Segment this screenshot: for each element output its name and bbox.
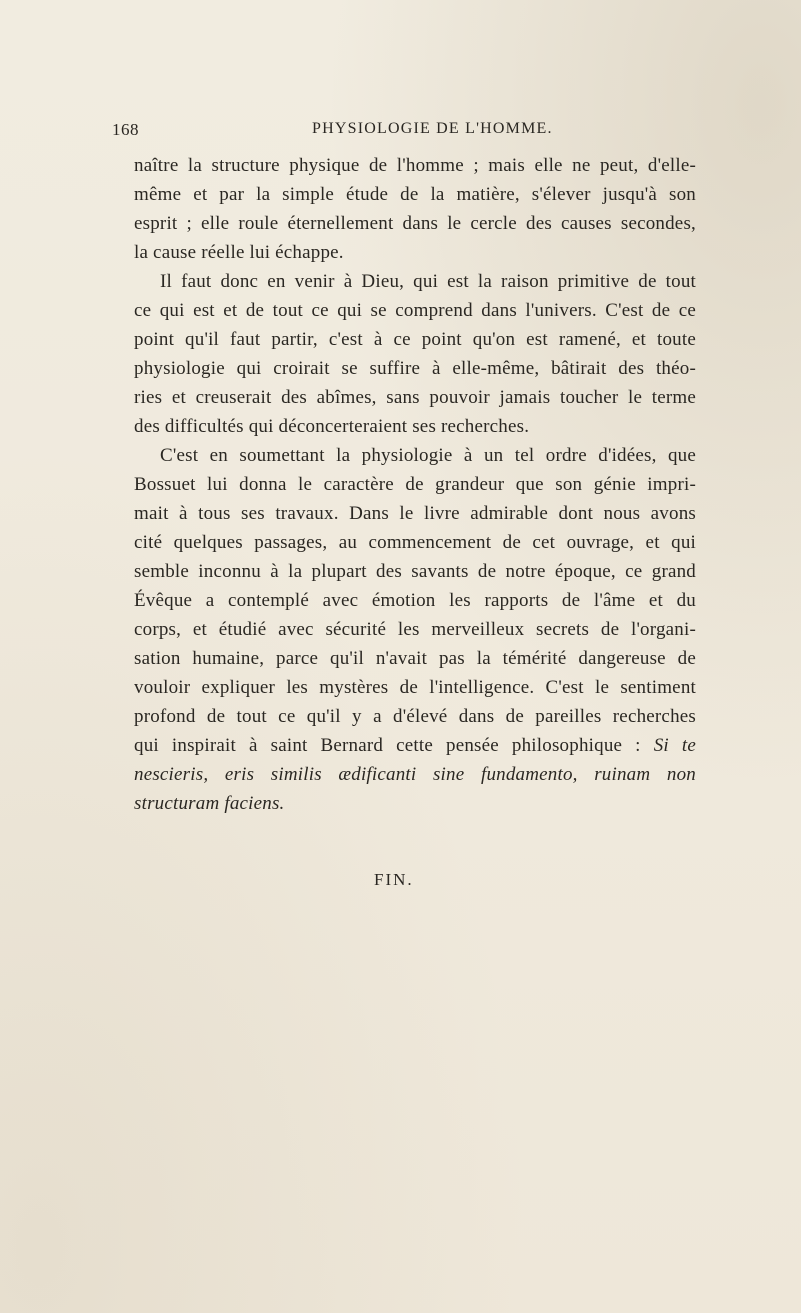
text-line — [134, 760, 696, 789]
text-line — [134, 789, 696, 818]
text-line: profond de tout ce qu'il y a d'élevé dans de pareilles recherches — [134, 706, 696, 727]
text-line: Il faut donc en venir à Dieu, qui est la raison primitive de tout — [160, 271, 696, 292]
text-line: vouloir expliquer les mystères de l'intelligence. C'est le sentiment — [134, 677, 696, 698]
fin-mark: FIN. — [374, 870, 414, 889]
text-line: naître la structure physique de l'homme ; mais elle ne peut, d'elle- — [134, 155, 696, 176]
text-line: C'est en soumettant la physiologie à un tel ordre d'idées, que — [160, 445, 696, 466]
running-title: PHYSIOLOGIE DE L'HOMME. — [312, 120, 553, 137]
text-line: physiologie qui croirait se suffire à elle-même, bâtirait des théo- — [134, 358, 696, 379]
text-line: corps, et étudié avec sécurité les merveilleux secrets de l'organi- — [134, 619, 696, 640]
text-line: ries et creuserait des abîmes, sans pouvoir jamais toucher le terme — [134, 387, 696, 408]
text-line: semble inconnu à la plupart des savants de notre époque, ce grand — [134, 561, 696, 582]
text-line: sation humaine, parce qu'il n'avait pas la témérité dangereuse de — [134, 648, 696, 669]
running-head — [112, 120, 708, 144]
text-line: Évêque a contemplé avec émotion les rapports de l'âme et du — [134, 590, 696, 611]
text-line: la cause réelle lui échappe. — [134, 242, 344, 263]
text-line — [134, 731, 696, 760]
text-line: Bossuet lui donna le caractère de grandeur que son génie impri- — [134, 474, 696, 495]
text-line-roman: qui inspirait à saint Bernard cette pensée philosophique : — [134, 735, 641, 756]
text-line: ce qui est et de tout ce qui se comprend dans l'univers. C'est de ce — [134, 300, 696, 321]
body-text — [134, 151, 696, 818]
text-line: point qu'il faut partir, c'est à ce point qu'on est ramené, et toute — [134, 329, 696, 350]
text-line: mait à tous ses travaux. Dans le livre admirable dont nous avons — [134, 503, 696, 524]
latin-quote-end: structuram faciens. — [134, 793, 285, 814]
text-line: des difficultés qui déconcerteraient ses recherches. — [134, 416, 530, 437]
text-line: esprit ; elle roule éternellement dans le cercle des causes secondes, — [134, 213, 696, 234]
latin-quote: nescieris, eris similis ædificanti sine fundamento, ruinam non — [134, 764, 696, 785]
text-line: cité quelques passages, au commencement de cet ouvrage, et qui — [134, 532, 696, 553]
text-line: même et par la simple étude de la matière, s'élever jusqu'à son — [134, 184, 696, 205]
page-number: 168 — [112, 120, 139, 139]
latin-quote-start: Si te — [653, 735, 696, 756]
